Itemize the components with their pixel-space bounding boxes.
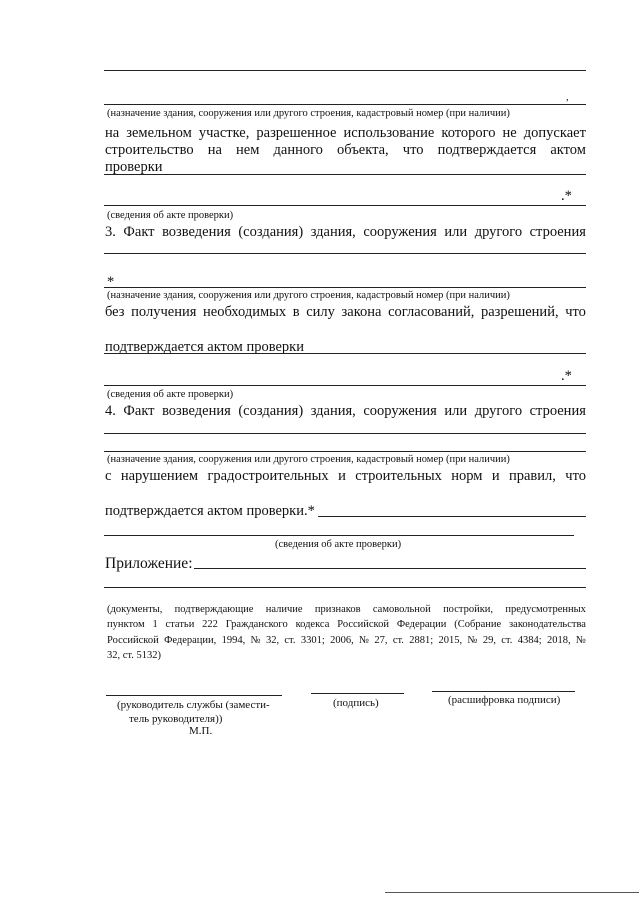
underline-act-3a [104, 353, 586, 354]
appendix-note-line: Российской Федерации, 1994, № 32, ст. 3301; 2006, № 27, ст. 2881; 2015, № 29, ст. 4384; 2018, № [107, 635, 586, 646]
section-4-heading: 4. Факт возведения (создания) здания, сооружения или другого строения [105, 403, 586, 419]
caption-act-3: (сведения об акте проверки) [107, 389, 234, 400]
appendix-note-line: 32, ст. 5132) [107, 650, 161, 661]
underline-proverki [104, 174, 586, 175]
underline-appendix-2 [104, 587, 586, 588]
section-3-heading: 3. Факт возведения (создания) здания, сооружения или другого строения [105, 224, 586, 240]
caption-building-3: (назначение здания, сооружения или другого строения, кадастровый номер (при наличии) [107, 290, 510, 301]
comma-mark: , [566, 92, 569, 103]
underline-act-4a [318, 516, 586, 517]
asterisk-mark: .* [561, 188, 572, 204]
caption-building-1: (назначение здания, сооружения или другого строения, кадастровый номер (при наличии) [107, 108, 510, 119]
text-line: подтверждается актом проверки [105, 339, 304, 355]
signature-line-head [106, 695, 282, 696]
scan-edge-line [385, 892, 639, 893]
caption-act-1: (сведения об акте проверки) [107, 210, 234, 221]
caption-signature: (подпись) [333, 697, 379, 709]
text-line: проверки [105, 159, 163, 175]
underline-act-1 [104, 205, 586, 206]
text-line: на земельном участке, разрешенное использование которого не допускает [105, 125, 586, 141]
appendix-label: Приложение: [105, 555, 193, 572]
underline-building-4 [104, 451, 586, 452]
underline-building-3 [104, 287, 586, 288]
stamp-label: М.П. [189, 725, 213, 737]
underline-blank-4a [104, 433, 586, 434]
caption-head: (руководитель службы (замести- [117, 699, 270, 711]
underline-building-1 [104, 104, 586, 105]
caption-decoding: (расшифровка подписи) [448, 694, 561, 706]
signature-line-sign [311, 693, 404, 694]
text-line: без получения необходимых в силу закона согласований, разрешений, что [105, 304, 586, 320]
underline-act-4b [104, 535, 574, 536]
appendix-note-line: (документы, подтверждающие наличие признаков самовольной постройки, предусмотренных [107, 604, 586, 615]
underline-top [104, 70, 586, 71]
asterisk-mark: .* [561, 368, 572, 384]
caption-act-4: (сведения об акте проверки) [275, 539, 402, 550]
signature-line-decoding [432, 691, 575, 692]
text-line: с нарушением градостроительных и строительных норм и правил, что [105, 468, 586, 484]
caption-building-4: (назначение здания, сооружения или другого строения, кадастровый номер (при наличии) [107, 454, 510, 465]
underline-act-3b [104, 385, 586, 386]
underline-blank-3a [104, 253, 586, 254]
underline-appendix-1 [194, 568, 586, 569]
appendix-note-line: пунктом 1 статьи 222 Гражданского кодекса Российской Федерации (Собрание законодательства [107, 619, 586, 630]
text-line: подтверждается актом проверки.* [105, 503, 315, 519]
text-line: строительство на нем данного объекта, что подтверждается актом [105, 142, 586, 158]
asterisk-mark: * [107, 274, 115, 290]
caption-head-cont: тель руководителя)) [129, 713, 223, 725]
